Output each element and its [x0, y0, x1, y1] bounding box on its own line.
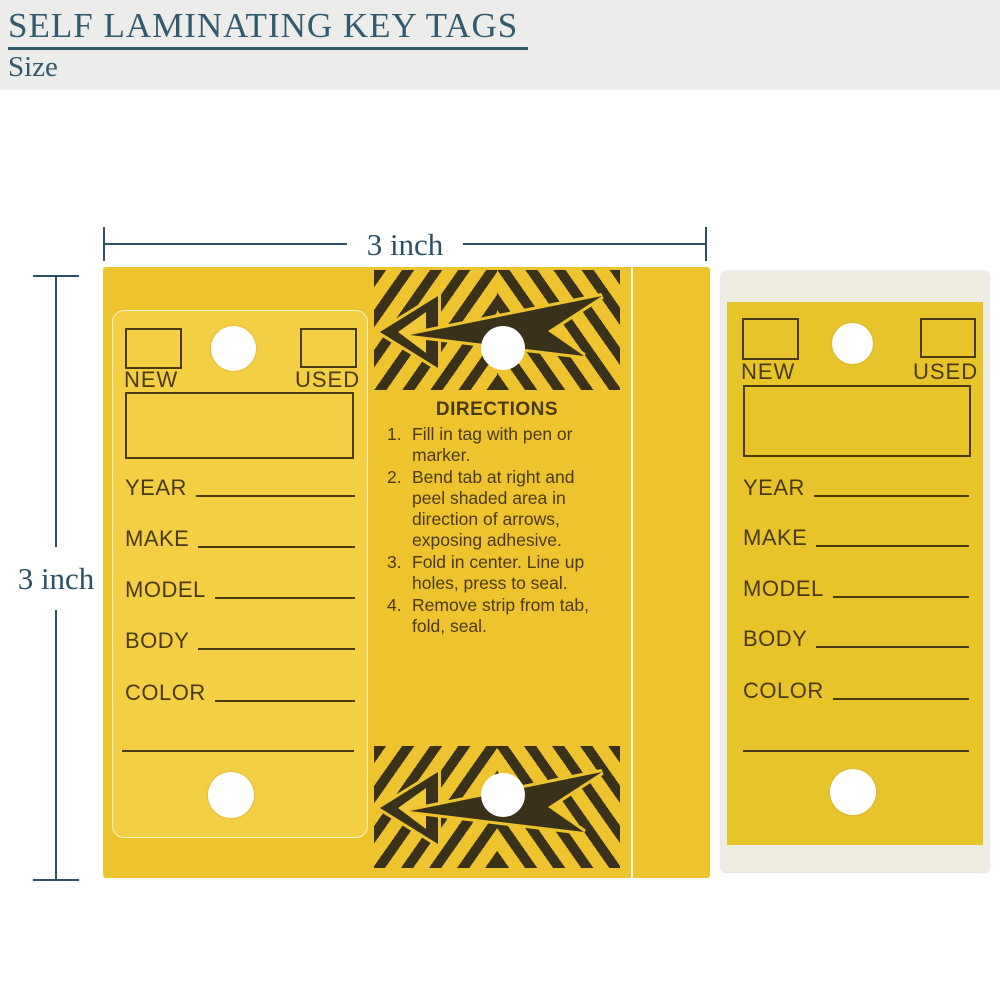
- field-body: [125, 624, 355, 652]
- field-line: [215, 700, 355, 702]
- directions-title: DIRECTIONS: [435, 399, 559, 420]
- adhesive-shaded-area-top: [374, 270, 620, 390]
- adhesive-shaded-area-bottom: [374, 746, 620, 868]
- direction-step: [387, 467, 614, 551]
- used-label: USED: [295, 367, 361, 392]
- new-checkbox: [125, 328, 182, 369]
- field-make: [125, 522, 355, 550]
- direction-step: [387, 595, 614, 637]
- height-dimension: [17, 275, 95, 881]
- field-line: [814, 495, 969, 497]
- dimension-tick: [33, 879, 79, 881]
- field-line: [816, 646, 969, 648]
- header: [0, 0, 1000, 90]
- new-label: NEW: [124, 367, 179, 392]
- page-subtitle: Size: [8, 51, 58, 83]
- new-label: NEW: [741, 359, 796, 384]
- fold-line: [631, 267, 633, 878]
- field-label: MAKE: [125, 526, 190, 551]
- step-number: 2.: [387, 467, 402, 487]
- used-label: USED: [913, 359, 979, 384]
- field-year: [743, 471, 969, 499]
- step-text: Fold in center. Line up holes, press to seal.: [412, 552, 585, 593]
- dimension-line: [463, 243, 705, 245]
- key-tag-unfolded: [103, 267, 710, 878]
- punch-hole: [830, 769, 876, 815]
- directions-panel: [374, 390, 620, 746]
- field-label: COLOR: [125, 680, 206, 705]
- punch-hole: [832, 323, 873, 364]
- used-checkbox: [300, 328, 357, 368]
- field-line: [833, 596, 969, 598]
- dimension-tick: [705, 227, 707, 261]
- key-tag-folded: [721, 271, 989, 872]
- field-line: [816, 545, 969, 547]
- field-label: YEAR: [743, 475, 805, 500]
- dimension-line: [55, 277, 57, 547]
- field-line: [833, 698, 969, 700]
- width-dimension-label: 3 inch: [366, 226, 444, 262]
- field-label: MAKE: [743, 525, 808, 550]
- dimension-line: [55, 610, 57, 880]
- blank-line: [743, 750, 969, 752]
- left-arrow-icon: [374, 270, 620, 390]
- dimension-line: [105, 243, 347, 245]
- field-label: COLOR: [743, 678, 824, 703]
- left-arrow-icon: [374, 746, 620, 868]
- field-label: BODY: [125, 628, 190, 653]
- punch-hole: [208, 772, 254, 818]
- notes-box: [743, 385, 971, 457]
- step-text: Fill in tag with pen or marker.: [412, 424, 573, 465]
- field-color: [743, 674, 969, 702]
- step-text: Bend tab at right and peel shaded area in direction of arrows, exposing adhesive.: [412, 467, 575, 550]
- punch-hole: [481, 326, 525, 370]
- step-number: 1.: [387, 424, 402, 444]
- field-color: [125, 676, 355, 704]
- direction-step: [387, 424, 614, 466]
- punch-hole: [211, 326, 256, 371]
- field-model: [743, 572, 969, 600]
- field-line: [198, 546, 355, 548]
- field-label: MODEL: [743, 576, 824, 601]
- field-body: [743, 622, 969, 650]
- folded-tag-face: [727, 302, 983, 845]
- height-dimension-label: 3 inch: [17, 560, 95, 596]
- punch-hole: [481, 773, 525, 817]
- direction-step: [387, 552, 614, 594]
- page-title: SELF LAMINATING KEY TAGS: [8, 6, 528, 50]
- field-label: BODY: [743, 626, 808, 651]
- field-label: MODEL: [125, 577, 206, 602]
- field-make: [743, 521, 969, 549]
- step-number: 4.: [387, 595, 402, 615]
- new-checkbox: [742, 318, 799, 360]
- notes-box: [125, 392, 354, 459]
- used-checkbox: [920, 318, 976, 358]
- field-label: YEAR: [125, 475, 187, 500]
- width-dimension: [103, 227, 707, 261]
- field-model: [125, 573, 355, 601]
- step-text: Remove strip from tab, fold, seal.: [412, 595, 589, 636]
- field-line: [198, 648, 355, 650]
- step-number: 3.: [387, 552, 402, 572]
- field-line: [196, 495, 355, 497]
- blank-line: [122, 750, 354, 752]
- directions-steps: [387, 424, 614, 637]
- field-year: [125, 471, 355, 499]
- field-line: [215, 597, 355, 599]
